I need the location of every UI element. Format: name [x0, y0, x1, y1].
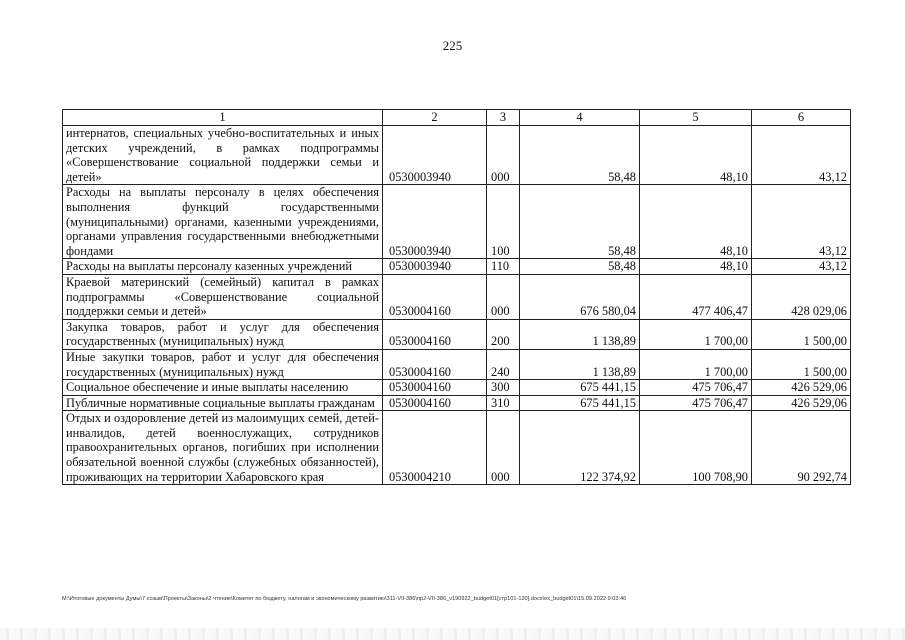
page-number: 225 — [442, 38, 463, 53]
row-value-col5: 475 706,47 — [640, 380, 752, 396]
row-value-col4: 58,48 — [520, 185, 640, 259]
row-code-cell: 0530003940 — [383, 126, 487, 185]
row-vr-cell: 000 — [487, 411, 520, 485]
row-vr-cell: 200 — [487, 319, 520, 349]
table-row — [63, 380, 851, 396]
row-value-col4: 1 138,89 — [520, 319, 640, 349]
row-value-col6: 426 529,06 — [752, 395, 851, 411]
row-value-col4: 58,48 — [520, 126, 640, 185]
row-value-col6: 90 292,74 — [752, 411, 851, 485]
header-cell: 3 — [487, 110, 520, 126]
header-cell: 1 — [63, 110, 383, 126]
row-code-cell: 0530004160 — [383, 380, 487, 396]
row-value-col5: 48,10 — [640, 185, 752, 259]
document-path-footer: M:\Итоговые документы Думы\7 созыв\Проекты\Законы\2 чтение\Комитет по бюджету, налогам и экономическому развитию\311-VII-386\пр2-VII-386_v190922_budget01[стр101-120].docx\ex_budget01\15.09.2022 9:03:46 — [62, 596, 627, 602]
row-name-cell: Публичные нормативные социальные выплаты гражданам — [63, 395, 383, 411]
row-vr-cell: 000 — [487, 274, 520, 319]
row-code-cell: 0530004160 — [383, 395, 487, 411]
table-row — [63, 274, 851, 319]
table-row — [63, 185, 851, 259]
row-code-cell: 0530004210 — [383, 411, 487, 485]
row-value-col5: 48,10 — [640, 259, 752, 275]
row-name-cell: Закупка товаров, работ и услуг для обеспечения государственных (муниципальных) нужд — [63, 319, 383, 349]
row-value-col4: 675 441,15 — [520, 395, 640, 411]
row-name-cell: Социальное обеспечение и иные выплаты населению — [63, 380, 383, 396]
table-row — [63, 411, 851, 485]
row-name-cell: Краевой материнский (семейный) капитал в рамках подпрограммы «Совершенствование социальной поддержки семьи и детей» — [63, 274, 383, 319]
header-cell: 6 — [752, 110, 851, 126]
table-row — [63, 126, 851, 185]
row-value-col4: 676 580,04 — [520, 274, 640, 319]
row-value-col5: 48,10 — [640, 126, 752, 185]
row-name-cell: Расходы на выплаты персоналу в целях обеспечения выполнения функций государственными (муниципальными) органами, казенными учреждениями, органами управления государственными внебюджетными фондами — [63, 185, 383, 259]
row-value-col6: 1 500,00 — [752, 319, 851, 349]
row-name-cell: Отдых и оздоровление детей из малоимущих семей, детей-инвалидов, детей военнослужащих, сотрудников правоохранительных органов, погибших при исполнении обязательной военной службы (служебных обязанностей), проживающих на территории Хабаровского края — [63, 411, 383, 485]
row-vr-cell: 240 — [487, 349, 520, 379]
header-cell: 5 — [640, 110, 752, 126]
row-value-col6: 426 529,06 — [752, 380, 851, 396]
row-value-col6: 43,12 — [752, 126, 851, 185]
row-code-cell: 0530003940 — [383, 259, 487, 275]
row-name-cell: Расходы на выплаты персоналу казенных учреждений — [63, 259, 383, 275]
table-row — [63, 395, 851, 411]
row-name-cell: интернатов, специальных учебно-воспитательных и иных детских учреждений, в рамках подпрограммы «Совершенствование социальной поддержки семьи и детей» — [63, 126, 383, 185]
row-value-col4: 58,48 — [520, 259, 640, 275]
row-value-col5: 100 708,90 — [640, 411, 752, 485]
row-value-col4: 675 441,15 — [520, 380, 640, 396]
row-value-col5: 1 700,00 — [640, 319, 752, 349]
row-code-cell: 0530004160 — [383, 349, 487, 379]
row-code-cell: 0530003940 — [383, 185, 487, 259]
row-code-cell: 0530004160 — [383, 274, 487, 319]
row-value-col4: 122 374,92 — [520, 411, 640, 485]
row-code-cell: 0530004160 — [383, 319, 487, 349]
row-value-col5: 475 706,47 — [640, 395, 752, 411]
row-vr-cell: 110 — [487, 259, 520, 275]
row-value-col5: 1 700,00 — [640, 349, 752, 379]
table-row — [63, 319, 851, 349]
scan-edge-artifact — [0, 628, 905, 640]
row-value-col6: 43,12 — [752, 185, 851, 259]
table-row — [63, 349, 851, 379]
row-value-col6: 428 029,06 — [752, 274, 851, 319]
row-vr-cell: 300 — [487, 380, 520, 396]
row-value-col6: 43,12 — [752, 259, 851, 275]
row-value-col5: 477 406,47 — [640, 274, 752, 319]
header-cell: 4 — [520, 110, 640, 126]
row-name-cell: Иные закупки товаров, работ и услуг для обеспечения государственных (муниципальных) нужд — [63, 349, 383, 379]
row-value-col4: 1 138,89 — [520, 349, 640, 379]
row-value-col6: 1 500,00 — [752, 349, 851, 379]
row-vr-cell: 310 — [487, 395, 520, 411]
header-cell: 2 — [383, 110, 487, 126]
budget-table — [62, 109, 851, 485]
table-row — [63, 259, 851, 275]
row-vr-cell: 000 — [487, 126, 520, 185]
row-vr-cell: 100 — [487, 185, 520, 259]
table-header-row — [63, 110, 851, 126]
